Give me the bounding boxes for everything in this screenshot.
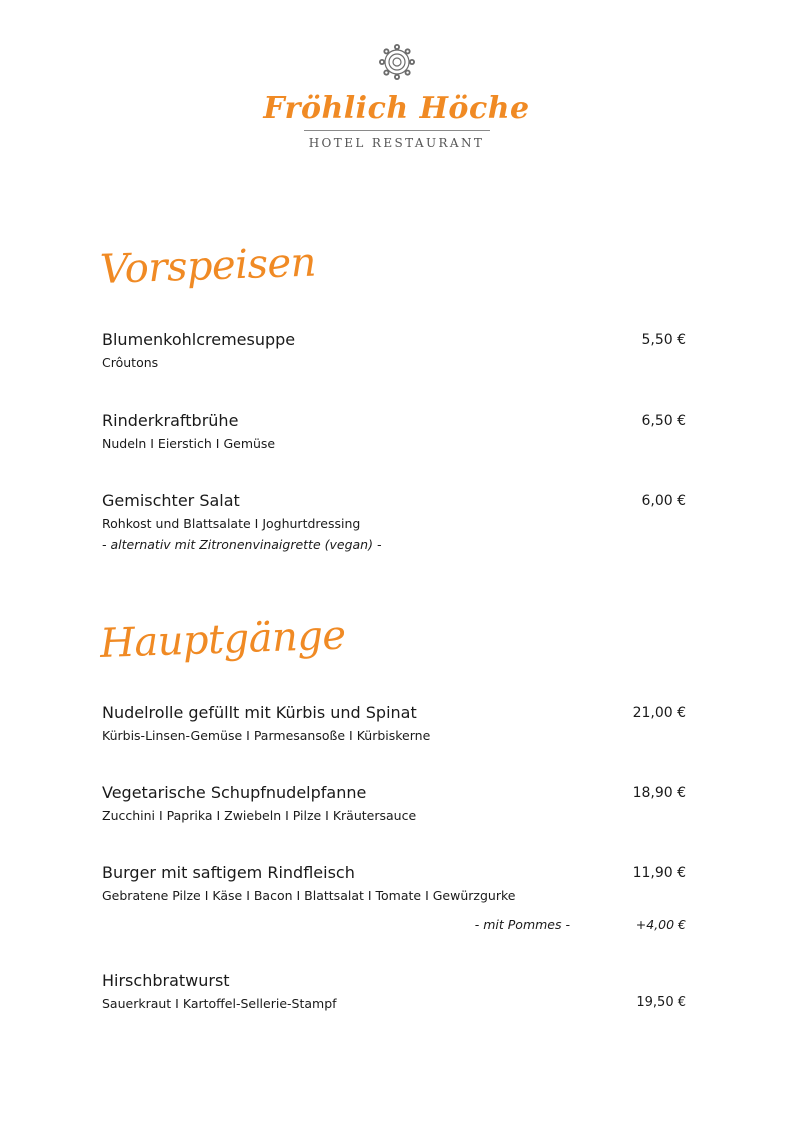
menu-item (102, 410, 686, 453)
menu-item (102, 970, 686, 1013)
menu-item-name: Rinderkraftbrühe (102, 411, 239, 430)
menu-item (102, 862, 686, 905)
brand-subtitle: HOTEL RESTAURANT (308, 136, 485, 150)
brand-name: Fröhlich Höche (263, 91, 530, 126)
menu-item-description: Crôutons (102, 355, 159, 370)
menu-item-description: Gebratene Pilze I Käse I Bacon I Blattsalat I Tomate I Gewürzgurke (102, 888, 516, 903)
restaurant-header (0, 42, 793, 150)
menu-item-description: Kürbis-Linsen-Gemüse I Parmesansoße I Kürbiskerne (102, 728, 431, 743)
menu-item-price: 19,50 € (636, 995, 686, 1010)
menu-item-description: Nudeln I Eierstich I Gemüse (102, 436, 276, 451)
mandala-icon (377, 42, 417, 82)
menu-item-name: Vegetarische Schupfnudelpfanne (102, 783, 367, 802)
menu-item (102, 702, 686, 745)
menu-item (102, 782, 686, 825)
section-title-hauptgaenge: Hauptgänge (99, 612, 347, 667)
menu-item-description: Sauerkraut I Kartoffel-Sellerie-Stampf (102, 996, 337, 1011)
extra-label: - mit Pommes - (474, 917, 570, 932)
menu-item-extra (102, 916, 686, 934)
menu-item-price: 6,00 € (641, 493, 686, 509)
menu-item-price: 6,50 € (641, 413, 686, 429)
menu-item-price: 21,00 € (632, 705, 686, 721)
menu-item-description: Rohkost und Blattsalate I Joghurtdressing (102, 516, 361, 531)
menu-item (102, 329, 686, 372)
menu-item-price: 5,50 € (641, 332, 686, 348)
menu-item-name: Hirschbratwurst (102, 971, 230, 990)
menu-item-name: Gemischter Salat (102, 491, 240, 510)
extra-price: +4,00 € (635, 917, 686, 932)
brand-divider (304, 130, 490, 131)
menu-item-description: Zucchini I Paprika I Zwiebeln I Pilze I Kräutersauce (102, 808, 417, 823)
extra-row (102, 916, 686, 934)
menu-item-note: - alternativ mit Zitronenvinaigrette (vegan) - (102, 537, 382, 552)
menu-item-price: 11,90 € (632, 865, 686, 881)
menu-item-price: 18,90 € (632, 785, 686, 801)
menu-item-name: Nudelrolle gefüllt mit Kürbis und Spinat (102, 703, 417, 722)
menu-item-name: Burger mit saftigem Rindfleisch (102, 863, 355, 882)
section-title-vorspeisen: Vorspeisen (99, 239, 317, 293)
menu-item-name: Blumenkohlcremesuppe (102, 330, 296, 349)
menu-item (102, 490, 686, 554)
